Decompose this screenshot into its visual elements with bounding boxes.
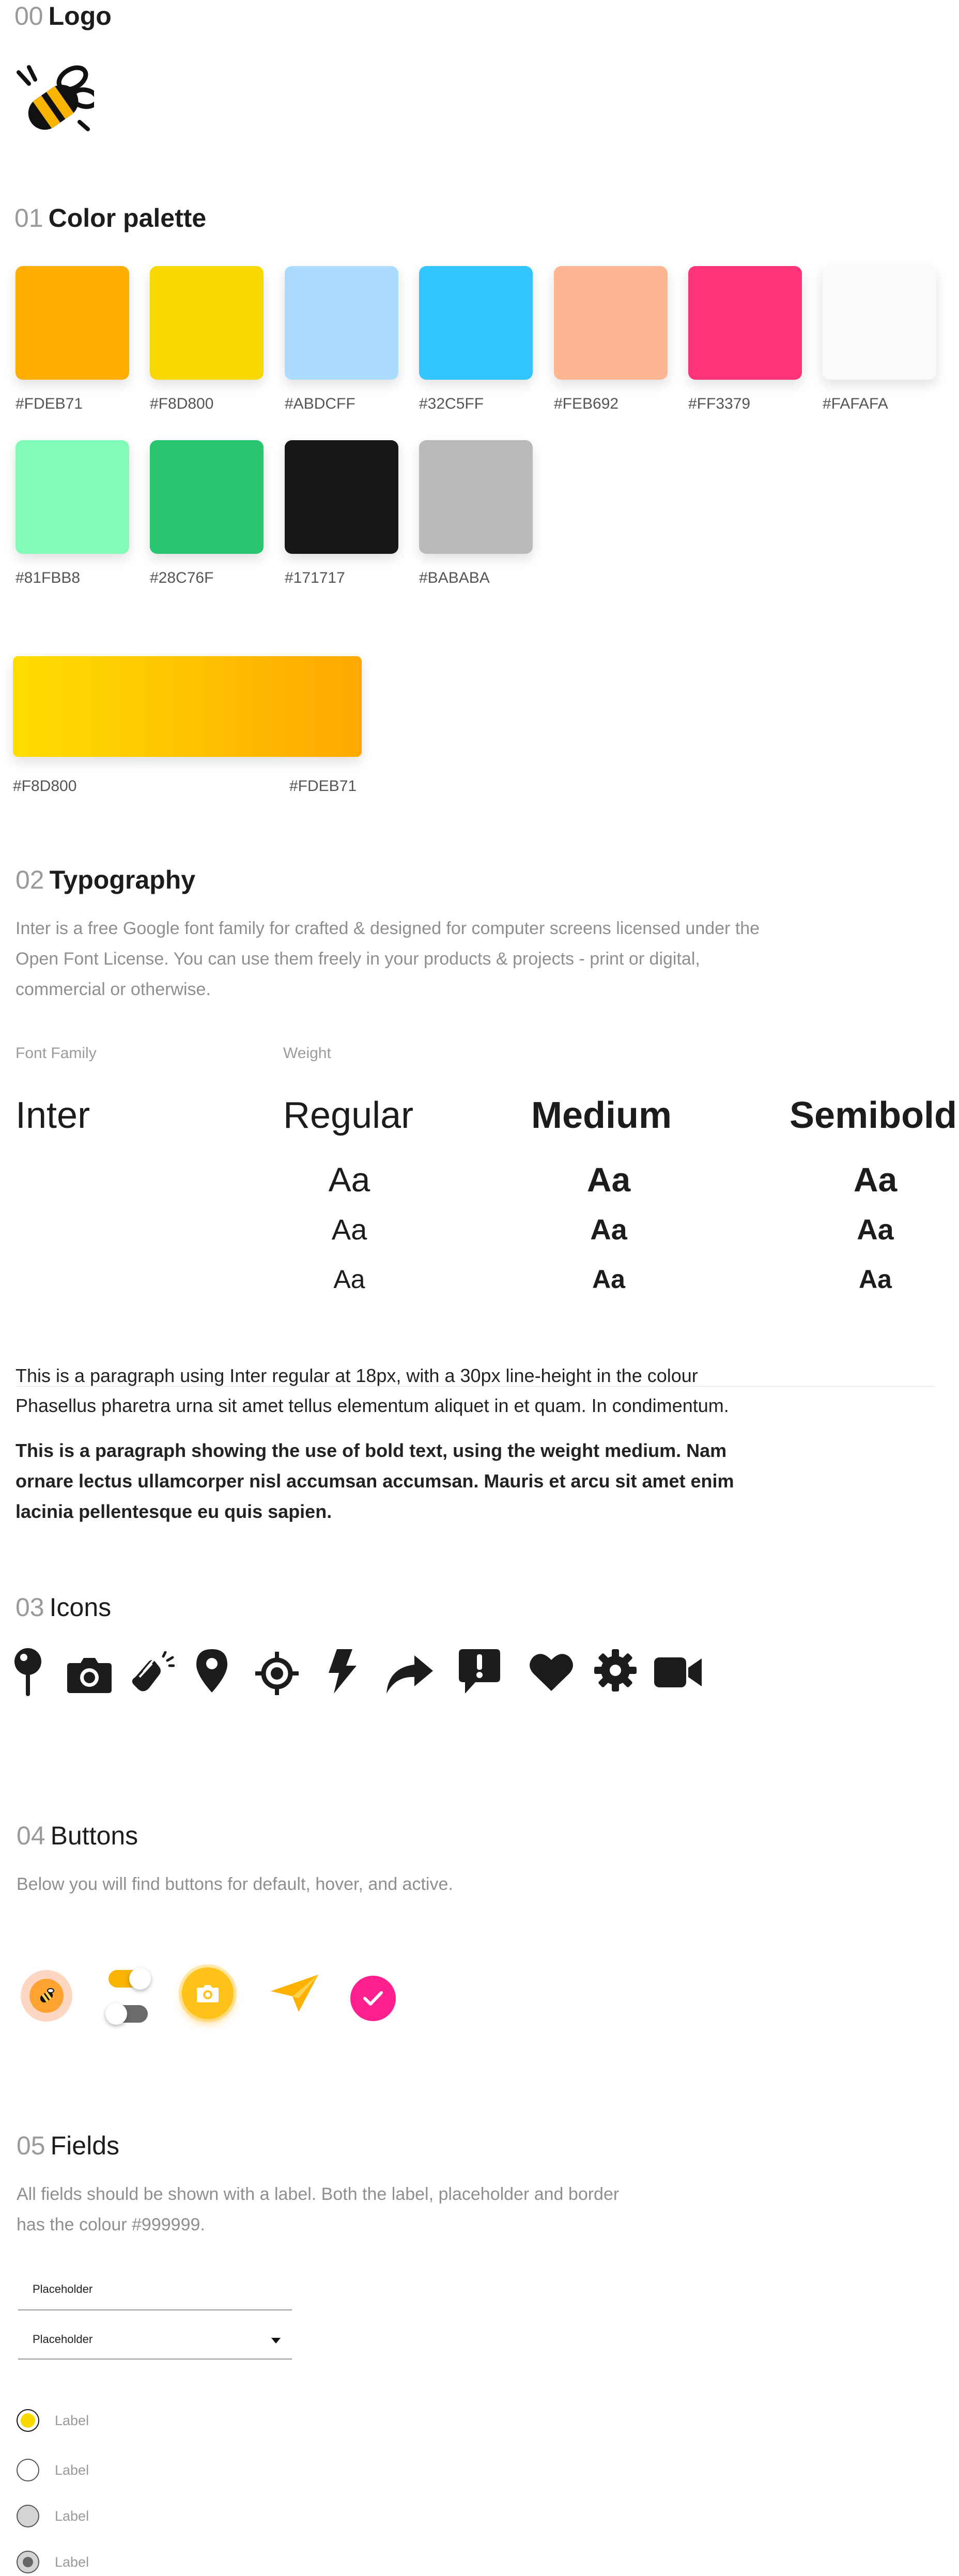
sample-medium-small: Aa bbox=[592, 1265, 625, 1294]
color-swatch bbox=[419, 266, 533, 380]
icons-section-title bbox=[16, 1592, 111, 1622]
typography-intro-line: commercial or otherwise. bbox=[16, 980, 211, 999]
select-field-placeholder: Placeholder bbox=[33, 2333, 93, 2346]
radio-label: Label bbox=[55, 2462, 89, 2478]
buttons-section-title bbox=[17, 1821, 138, 1851]
typography-intro-line: Open Font License. You can use them freely in your products & projects - print or digital, bbox=[16, 949, 700, 969]
check-button[interactable] bbox=[350, 1976, 396, 2021]
radio-selected[interactable] bbox=[17, 2409, 39, 2432]
radio-label: Label bbox=[55, 2412, 89, 2428]
radio-default[interactable] bbox=[17, 2459, 39, 2481]
camera-icon[interactable] bbox=[66, 1656, 113, 1696]
logo-section-title bbox=[14, 1, 112, 31]
paragraph-bold-line: This is a paragraph showing the use of bold text, using the weight medium. Nam bbox=[16, 1440, 727, 1461]
logo-section-label: Logo bbox=[48, 2, 112, 30]
radio-disabled[interactable] bbox=[17, 2505, 39, 2527]
alert-bubble-icon[interactable] bbox=[458, 1648, 501, 1698]
color-swatch-hex: #FF3379 bbox=[688, 395, 751, 412]
text-field-placeholder: Placeholder bbox=[33, 2283, 93, 2295]
gear-icon[interactable] bbox=[594, 1649, 637, 1694]
sample-semibold-large: Aa bbox=[853, 1160, 898, 1199]
fields-section-label: Fields bbox=[50, 2131, 119, 2160]
typography-section-number: 02 bbox=[16, 865, 44, 894]
palette-section-label: Color palette bbox=[48, 204, 207, 232]
bee-logo-icon bbox=[11, 61, 94, 144]
fields-section-number: 05 bbox=[17, 2131, 45, 2160]
gradient-swatch bbox=[13, 656, 362, 757]
crosshair-icon[interactable] bbox=[254, 1651, 300, 1699]
text-field[interactable] bbox=[18, 2278, 292, 2310]
video-camera-icon[interactable] bbox=[653, 1655, 703, 1692]
radio-label: Label bbox=[55, 2554, 89, 2570]
weight-regular-heading: Regular bbox=[283, 1095, 414, 1136]
radio-label: Label bbox=[55, 2508, 89, 2524]
toggle-switch-on[interactable] bbox=[109, 1970, 148, 1988]
weight-label: Weight bbox=[283, 1045, 331, 1062]
sample-semibold-medium: Aa bbox=[857, 1213, 894, 1246]
paragraph-bold bbox=[16, 1435, 734, 1527]
gradient-start-hex: #F8D800 bbox=[13, 778, 77, 795]
bee-button-inner bbox=[29, 1979, 64, 2013]
paragraph-regular-line: Phasellus pharetra urna sit amet tellus elementum aliquet in et quam. In condimentum. bbox=[16, 1395, 729, 1416]
radio-option-disabled[interactable] bbox=[17, 2503, 89, 2529]
sample-regular-large: Aa bbox=[328, 1160, 370, 1199]
paragraph-divider bbox=[16, 1386, 935, 1387]
palette-section-number: 01 bbox=[14, 204, 43, 232]
color-swatch bbox=[823, 266, 936, 380]
color-swatch-hex: #FDEB71 bbox=[16, 395, 83, 412]
share-arrow-icon[interactable] bbox=[384, 1653, 434, 1697]
sample-medium-large: Aa bbox=[586, 1160, 631, 1199]
paragraph-regular bbox=[16, 1361, 729, 1421]
bee-button[interactable] bbox=[21, 1970, 72, 2022]
sample-regular-medium: Aa bbox=[331, 1213, 367, 1246]
radio-option-disabled-selected[interactable] bbox=[17, 2549, 89, 2575]
weight-medium-heading: Medium bbox=[531, 1095, 672, 1136]
lightning-icon[interactable] bbox=[326, 1648, 359, 1697]
toggle-knob bbox=[105, 2003, 127, 2025]
dropdown-caret-icon bbox=[271, 2338, 281, 2344]
color-swatch-hex: #171717 bbox=[285, 569, 345, 586]
buttons-section-number: 04 bbox=[17, 1821, 45, 1850]
toggle-switch-off[interactable] bbox=[109, 2005, 148, 2023]
weight-semibold-heading: Semibold bbox=[790, 1095, 957, 1136]
heart-icon[interactable] bbox=[529, 1652, 574, 1695]
sample-semibold-small: Aa bbox=[859, 1265, 892, 1294]
radio-fill bbox=[21, 2413, 35, 2428]
icons-section-number: 03 bbox=[16, 1593, 44, 1622]
typography-section-label: Typography bbox=[49, 865, 196, 894]
sample-medium-medium: Aa bbox=[590, 1213, 627, 1246]
color-swatch bbox=[16, 266, 129, 380]
color-swatch-hex: #ABDCFF bbox=[285, 395, 355, 412]
paragraph-bold-line: lacinia pellentesque eu quis sapien. bbox=[16, 1501, 332, 1522]
font-family-label: Font Family bbox=[16, 1045, 97, 1062]
color-swatch-hex: #32C5FF bbox=[419, 395, 484, 412]
color-swatch bbox=[285, 440, 398, 554]
color-swatch bbox=[688, 266, 802, 380]
logo-section-number: 00 bbox=[14, 2, 43, 30]
camera-icon bbox=[196, 1984, 219, 2003]
color-swatch bbox=[150, 440, 264, 554]
color-swatch bbox=[16, 440, 129, 554]
gradient-end-hex: #FDEB71 bbox=[289, 778, 357, 795]
typography-intro bbox=[16, 913, 894, 1005]
fields-description-line: has the colour #999999. bbox=[17, 2215, 205, 2234]
camera-button[interactable] bbox=[182, 1967, 234, 2019]
color-swatch bbox=[419, 440, 533, 554]
color-swatch bbox=[285, 266, 398, 380]
icons-section-label: Icons bbox=[49, 1593, 112, 1622]
select-field[interactable] bbox=[18, 2327, 292, 2360]
color-swatch-hex: #FAFAFA bbox=[823, 395, 888, 412]
check-icon bbox=[363, 1990, 383, 2007]
typography-intro-line: Inter is a free Google font family for crafted & designed for computer screens licensed under the bbox=[16, 919, 760, 938]
buttons-description: Below you will find buttons for default, hover, and active. bbox=[17, 1874, 453, 1894]
fields-section-title bbox=[17, 2131, 119, 2161]
bee-logo bbox=[11, 61, 94, 144]
radio-disabled-selected[interactable] bbox=[17, 2551, 39, 2573]
color-swatch-hex: #F8D800 bbox=[150, 395, 214, 412]
location-pin-icon[interactable] bbox=[195, 1648, 228, 1696]
toggle-knob bbox=[129, 1968, 151, 1990]
sample-regular-small: Aa bbox=[333, 1265, 365, 1294]
color-swatch-hex: #28C76F bbox=[150, 569, 214, 586]
paragraph-regular-line: This is a paragraph using Inter regular at 18px, with a 30px line-height in the colour bbox=[16, 1365, 698, 1386]
color-swatch bbox=[150, 266, 264, 380]
paper-plane-icon bbox=[270, 1973, 319, 2014]
pin-icon[interactable] bbox=[12, 1647, 43, 1701]
radio-fill bbox=[23, 2557, 33, 2567]
color-swatch bbox=[554, 266, 668, 380]
fields-description bbox=[17, 2179, 619, 2240]
bee-icon bbox=[37, 1986, 56, 2006]
buttons-section-label: Buttons bbox=[50, 1821, 138, 1850]
paragraph-bold-line: ornare lectus ullamcorper nisl accumsan accumsan. Mauris et arcu sit amet enim bbox=[16, 1470, 734, 1492]
palette-section-title bbox=[14, 203, 206, 233]
typography-section-title bbox=[16, 865, 195, 895]
color-swatch-hex: #BABABA bbox=[419, 569, 490, 586]
radio-option-selected[interactable] bbox=[17, 2408, 89, 2433]
send-button[interactable] bbox=[270, 1973, 319, 2014]
fields-description-line: All fields should be shown with a label. Both the label, placeholder and border bbox=[17, 2184, 620, 2204]
radio-option-default[interactable] bbox=[17, 2457, 89, 2483]
font-family-name: Inter bbox=[16, 1095, 90, 1136]
color-swatch-hex: #FEB692 bbox=[554, 395, 619, 412]
color-swatch-hex: #81FBB8 bbox=[16, 569, 81, 586]
clap-icon[interactable] bbox=[128, 1651, 175, 1698]
